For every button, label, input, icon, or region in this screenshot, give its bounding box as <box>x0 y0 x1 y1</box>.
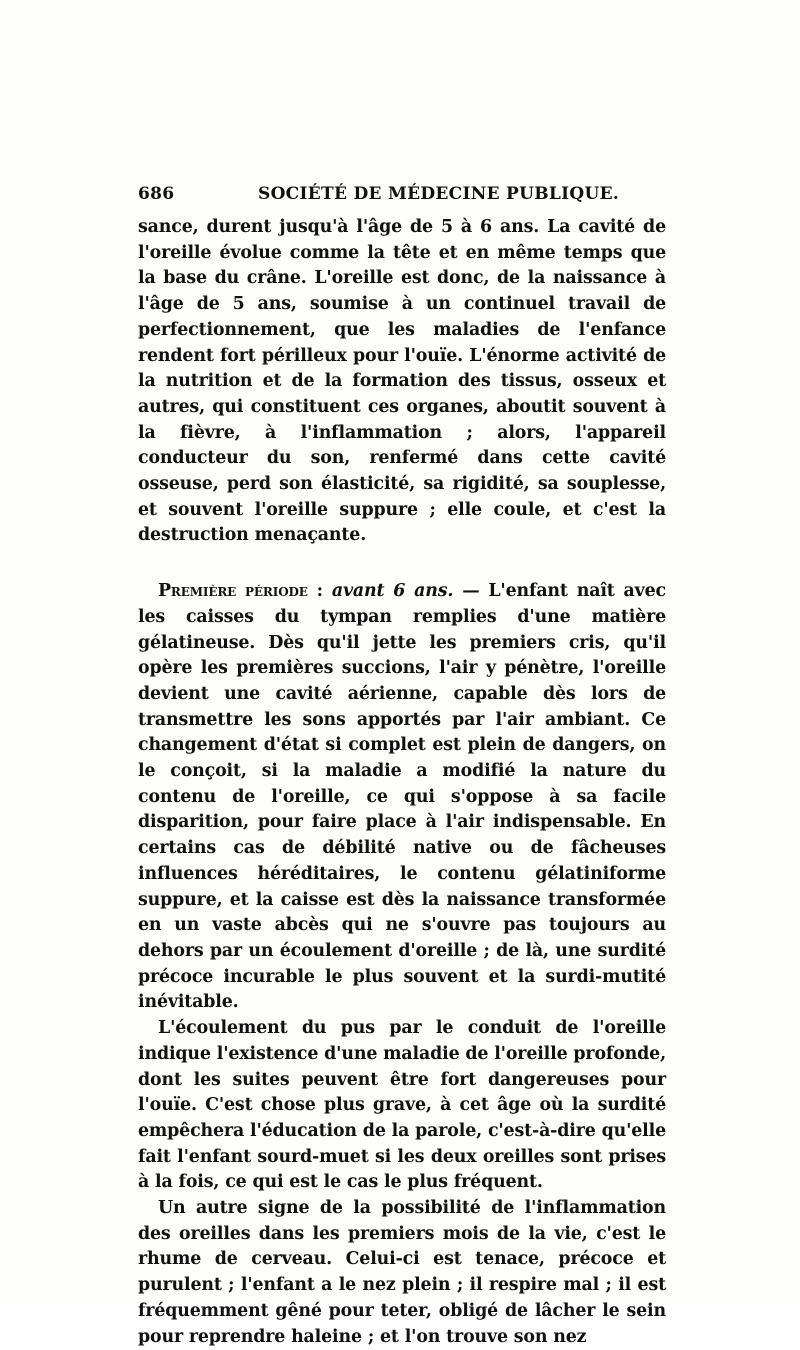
section-separator: : <box>307 581 332 602</box>
section-body: — L'enfant naît avec les caisses du tympan remplies d'une matière gélatineuse. Dès qu'il jette les premiers cris, qu'il opère les premières succions, l'air y pénètre, l'oreille devient une cavité aérienne, capable dès lors de transmettre les sons apportés par l'air ambiant. Ce changement d'état si complet est plein de dangers, on le conçoit, si la maladie a modifié la nature du contenu de l'oreille, ce qui s'oppose à sa facile disparition, pour faire place à l'air indispensable. En certains cas de débilité native ou de fâcheuses influences héréditaires, le contenu gélatiniforme suppure, et la caisse est dès la naissance transformée en un vaste abcès qui ne s'ouvre pas toujours au dehors par un écoulement d'oreille ; de là, une surdité précoce incurable le plus souvent et la surdi-mutité inévitable. <box>138 581 666 1013</box>
paragraph-premiere-periode <box>138 579 666 1016</box>
paragraph-continuation: sance, durent jusqu'à l'âge de 5 à 6 ans. La cavité de l'oreille évolue comme la tête et en même temps que la base du crâne. L'oreille est donc, de la naissance à l'âge de 5 ans, soumise à un continuel travail de perfectionnement, que les maladies de l'enfance rendent fort périlleux pour l'ouïe. L'énorme activité de la nutrition et de la formation des tissus, osseux et autres, qui constituent ces organes, aboutit souvent à la fièvre, à l'inflammation ; alors, l'appareil conducteur du son, renfermé dans cette cavité osseuse, perd son élasticité, sa rigidité, sa souplesse, et souvent l'oreille suppure ; elle coule, et c'est la destruction menaçante. <box>138 217 666 546</box>
page-number: 686 <box>138 184 175 204</box>
body-text <box>138 215 666 1350</box>
section-age: avant 6 ans. <box>331 581 454 602</box>
running-title: SOCIÉTÉ DE MÉDECINE PUBLIQUE. <box>258 184 620 204</box>
paragraph-ecoulement: L'écoulement du pus par le conduit de l'oreille indique l'existence d'une maladie de l'oreille profonde, dont les suites peuvent être fort dangereuses pour l'ouïe. C'est chose plus grave, à cet âge où la surdité empêchera l'éducation de la parole, c'est-à-dire qu'elle fait l'enfant sourd-muet si les deux oreilles sont prises à la fois, ce qui est le cas le plus fréquent. <box>138 1018 666 1193</box>
section-heading: Première période <box>158 581 308 602</box>
running-head <box>138 184 668 210</box>
paragraph-autre-signe: Un autre signe de la possibilité de l'inflammation des oreilles dans les premiers mois de la vie, c'est le rhume de cerveau. Celui-ci est tenace, précoce et purulent ; l'enfant a le nez plein ; il respire mal ; il est fréquemment gêné pour teter, obligé de lâcher le sein pour reprendre haleine ; et l'on trouve son nez <box>138 1198 666 1347</box>
